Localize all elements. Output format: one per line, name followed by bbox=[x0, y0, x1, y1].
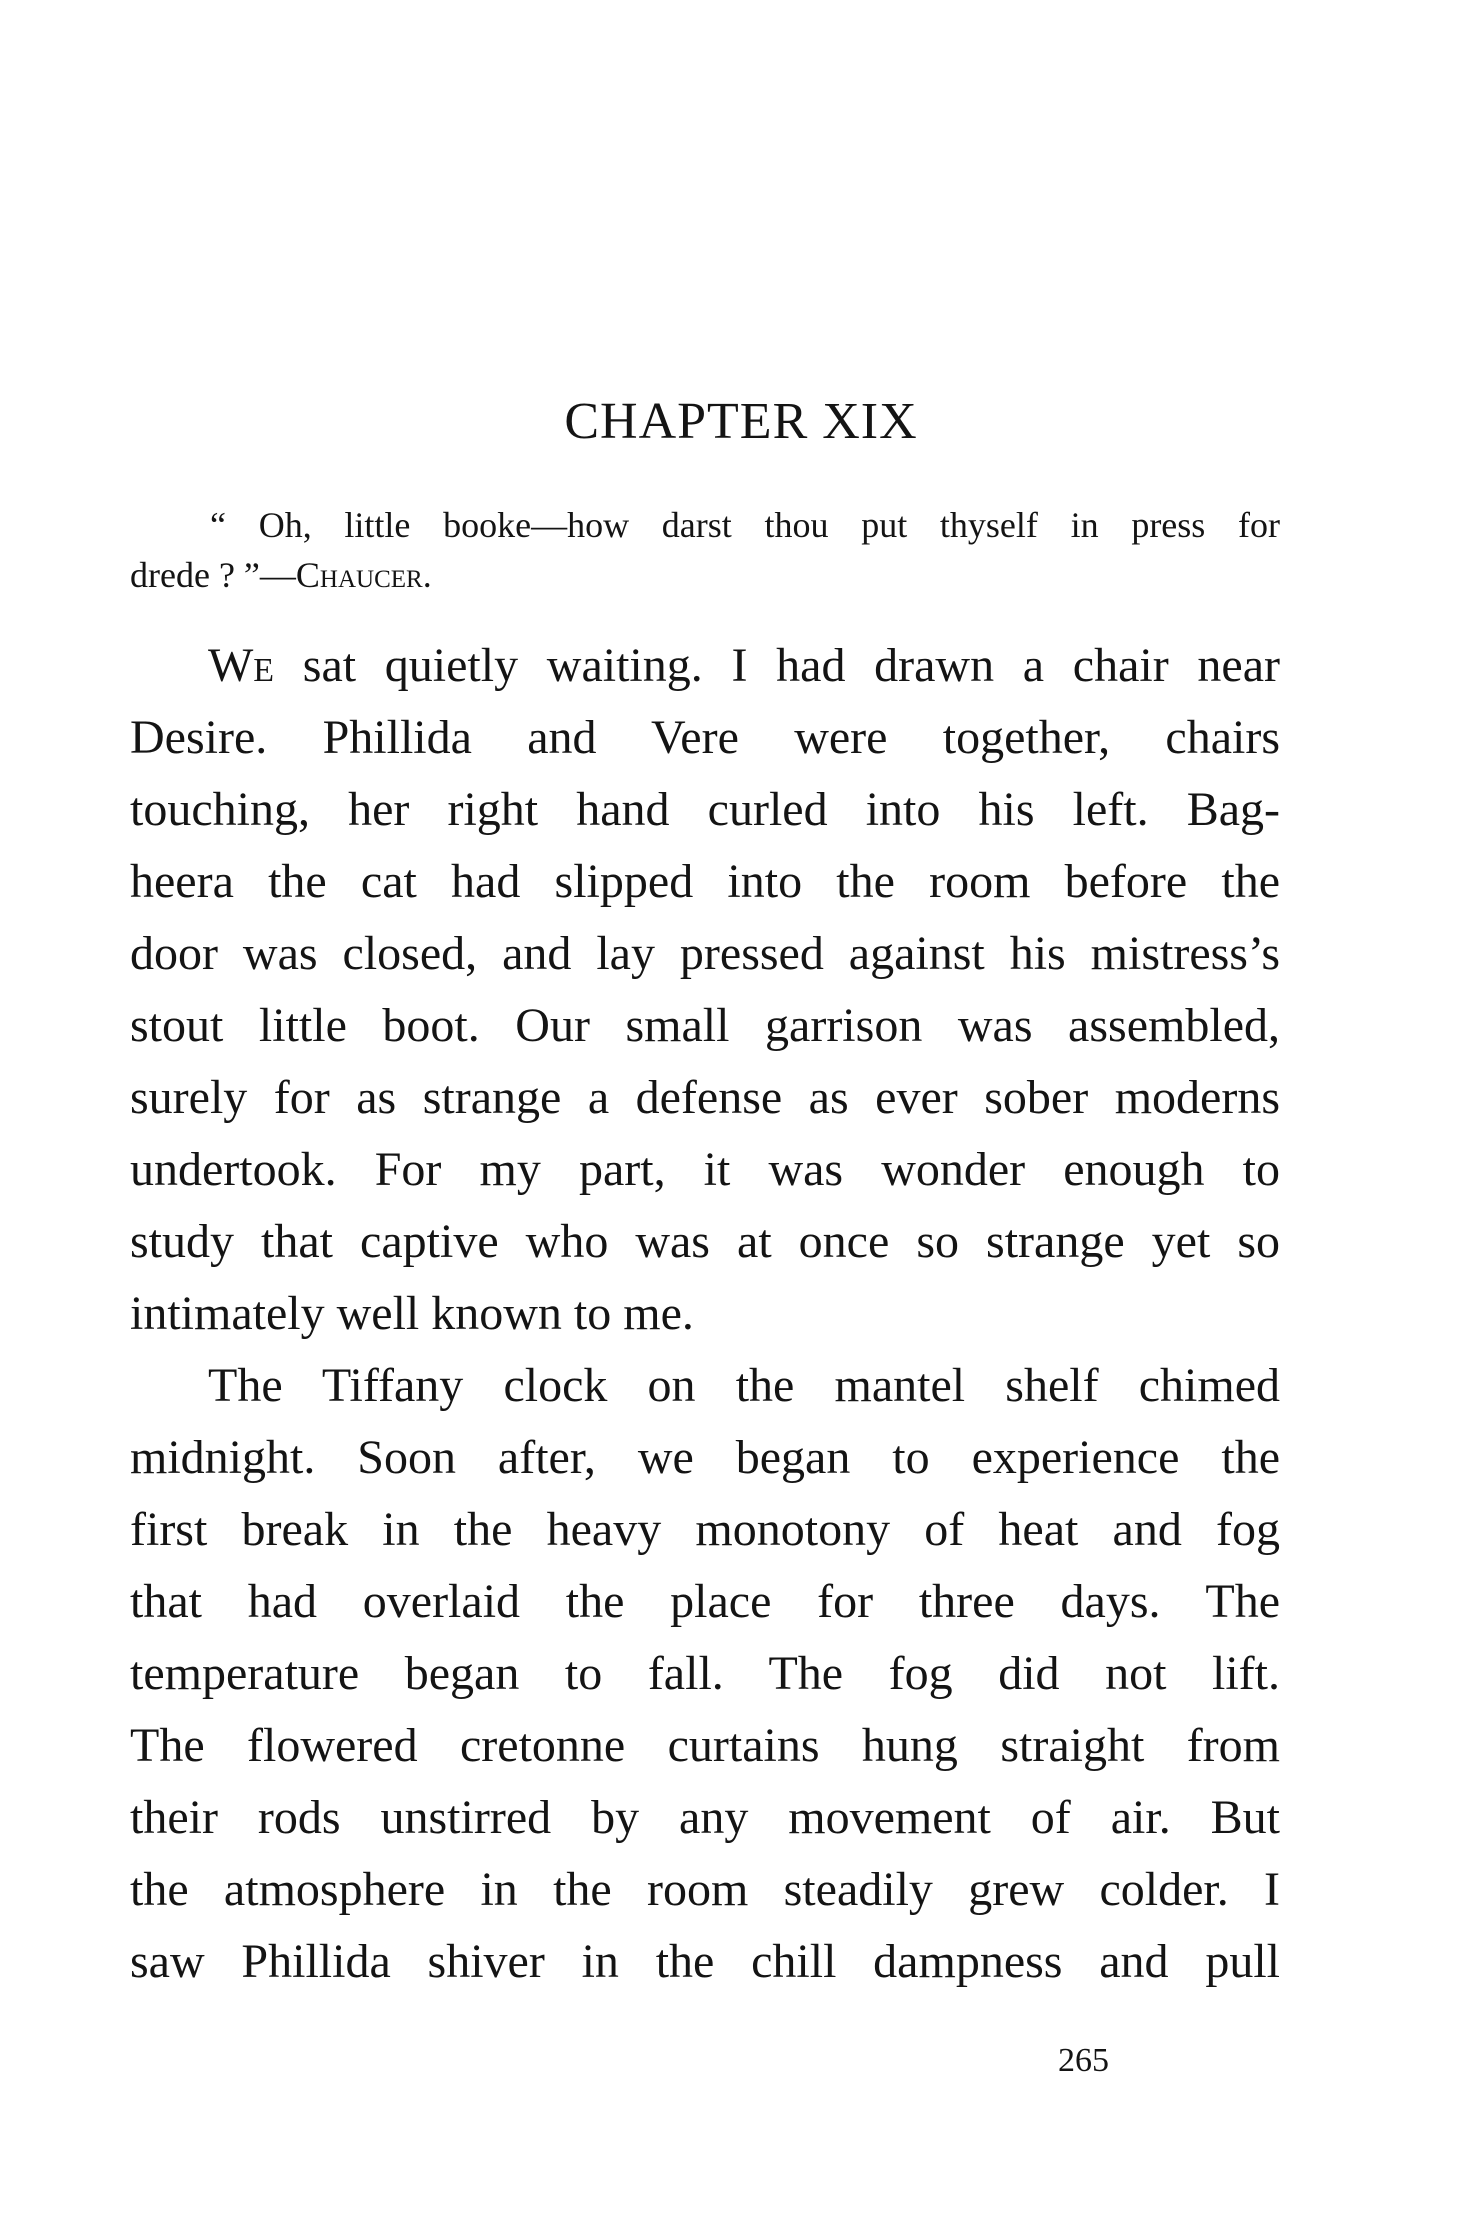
paragraph-2-line-5: temperature began to fall. The fog did not lift. bbox=[130, 1647, 1280, 1700]
paragraph-2-line-2: midnight. Soon after, we began to experience the bbox=[130, 1431, 1280, 1484]
paragraph-1-line-2: Desire. Phillida and Vere were together, chairs bbox=[130, 711, 1280, 764]
paragraph-2-line-9: saw Phillida shiver in the chill dampness and pull bbox=[130, 1935, 1280, 1988]
chapter-heading: CHAPTER XIX bbox=[564, 393, 918, 450]
paragraph-1-line-8: undertook. For my part, it was wonder enough to bbox=[130, 1143, 1280, 1196]
paragraph-1-line-1 bbox=[130, 630, 1280, 702]
epigraph-line-1: “ Oh, little booke—how darst thou put thyself in press for bbox=[210, 505, 1280, 545]
paragraph-1-line-6: stout little boot. Our small garrison was assembled, bbox=[130, 999, 1280, 1052]
epigraph-attribution: Chaucer. bbox=[295, 555, 432, 595]
paragraph-2-line-8: the atmosphere in the room steadily grew colder. I bbox=[130, 1863, 1280, 1916]
paragraph-1-line-7: surely for as strange a defense as ever sober moderns bbox=[130, 1071, 1280, 1124]
epigraph bbox=[130, 500, 1280, 600]
paragraph-2-line-6: The flowered cretonne curtains hung straight from bbox=[130, 1719, 1280, 1772]
paragraph-1-first-word: We bbox=[208, 639, 275, 692]
paragraph-2-line-4: that had overlaid the place for three days. The bbox=[130, 1575, 1280, 1628]
paragraph-1-line-4: heera the cat had slipped into the room before the bbox=[130, 855, 1280, 908]
paragraph-2-line-1: The Tiffany clock on the mantel shelf chimed bbox=[208, 1359, 1280, 1412]
paragraph-2-line-3: first break in the heavy monotony of heat and fog bbox=[130, 1503, 1280, 1556]
paragraph-1-line-3: touching, her right hand curled into his left. Bag- bbox=[130, 783, 1280, 836]
epigraph-text: drede ? ”— bbox=[130, 555, 296, 595]
paragraph-1-line-1-text: sat quietly waiting. I had drawn a chair near bbox=[274, 639, 1280, 692]
paragraph-1-line-9: study that captive who was at once so strange yet so bbox=[130, 1215, 1280, 1268]
page-number: 265 bbox=[1058, 2042, 1109, 2079]
epigraph-line-2 bbox=[130, 550, 1280, 600]
body-text bbox=[130, 630, 1280, 1998]
paragraph-1-line-10: intimately well known to me. bbox=[130, 1287, 694, 1340]
paragraph-2-line-7: their rods unstirred by any movement of air. But bbox=[130, 1791, 1280, 1844]
paragraph-1-line-5: door was closed, and lay pressed against his mistress’s bbox=[130, 927, 1280, 980]
